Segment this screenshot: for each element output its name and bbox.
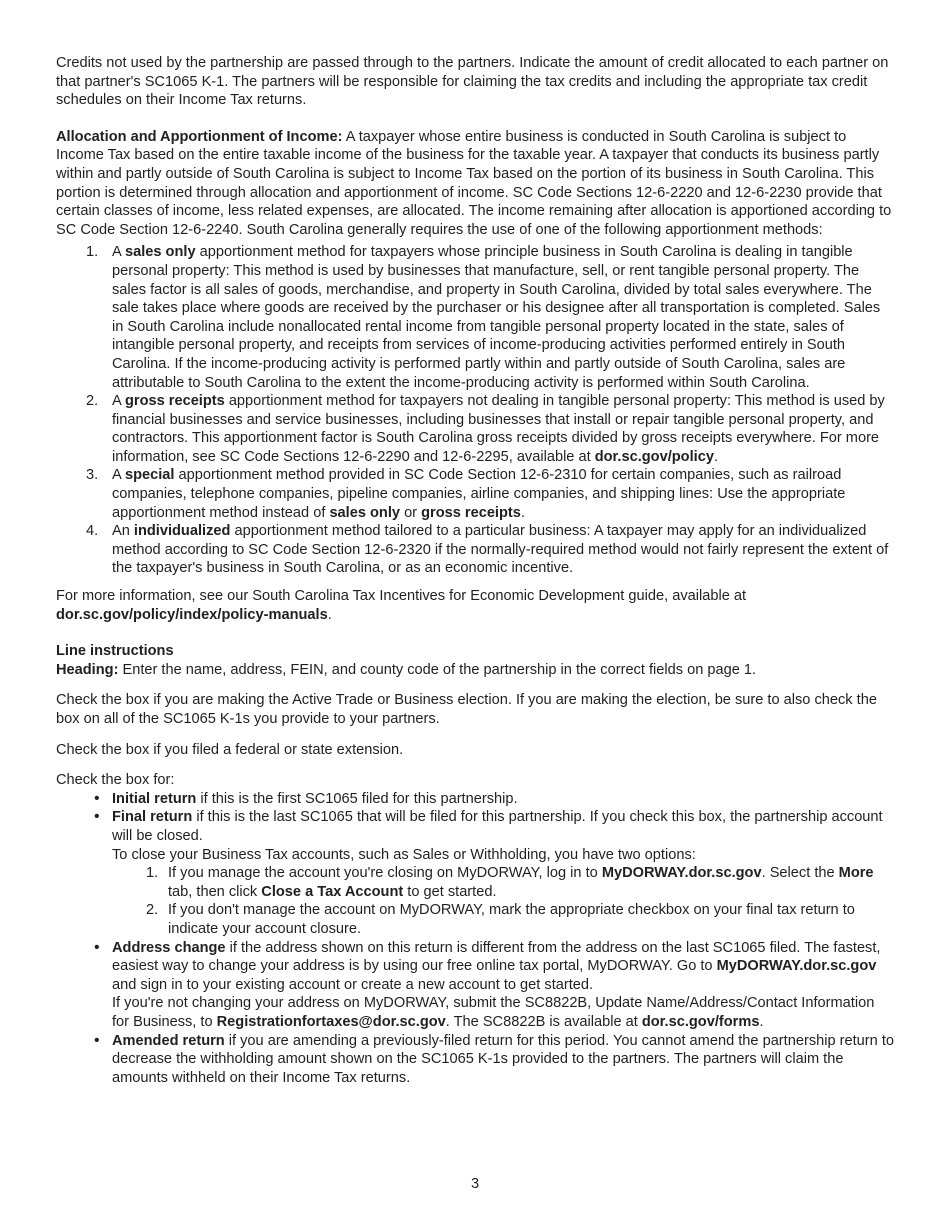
option-text: to get started. (403, 883, 497, 900)
method-sales-only (112, 243, 894, 392)
option-text: If you manage the account you're closing on MyDORWAY, log in to (168, 865, 602, 882)
method-prefix: A (112, 244, 125, 261)
close-option-return: If you don't manage the account on MyDORWAY, mark the appropriate checkbox on your final tax return to indicate your account closure. (168, 902, 855, 937)
more-tab-term: More (838, 865, 874, 882)
method-conjunction: or (400, 504, 422, 521)
option-text: . Select the (761, 865, 839, 882)
apportionment-methods-list (86, 243, 894, 578)
close-options-list (146, 864, 894, 938)
address-sub-text: . (759, 1013, 764, 1030)
allocation-text: A taxpayer whose entire business is conducted in South Carolina is subject to Income Tax based on the entire taxable income of the business for the taxable year. A taxpayer that conducts its business partly within and partly outside of South Carolina is subject to Income Tax based on the portion of its business in South Carolina. This portion is determined through allocation and apportionment of income. SC Code Sections 12-6-2220 and 12-6-2230 provide that certain classes of income, less related expenses, are allocated. The income remaining after allocation is apportioned according to SC Code Section 12-6-2240. South Carolina generally requires the use of one of the following apportionment methods: (56, 128, 892, 238)
method-gross-receipts (112, 392, 894, 466)
heading-text: Enter the name, address, FEIN, and county code of the partnership in the correct fields on page 1. (118, 661, 757, 678)
allocation-heading: Allocation and Apportionment of Income: (56, 128, 343, 145)
active-trade-paragraph: Check the box if you are making the Active Trade or Business election. If you are making the election, be sure to also check the box on all of the SC1065 K-1s you provide to your partners. (56, 692, 877, 727)
gross-receipts-term: gross receipts (421, 504, 521, 521)
sales-only-term: sales only (329, 504, 401, 521)
method-prefix: A (112, 467, 125, 484)
amended-return-item (112, 1032, 894, 1088)
method-suffix: . (713, 448, 718, 465)
forms-link[interactable]: dor.sc.gov/forms (641, 1013, 760, 1030)
method-special (112, 466, 894, 522)
method-prefix: An (112, 523, 134, 540)
policy-link[interactable]: dor.sc.gov/policy (594, 448, 714, 465)
allocation-paragraph (56, 128, 894, 240)
check-box-list (92, 790, 894, 1088)
policy-manuals-link[interactable]: dor.sc.gov/policy/index/policy-manuals (56, 606, 328, 623)
initial-return-item (112, 790, 894, 809)
line-instructions-title (56, 642, 894, 661)
method-prefix: A (112, 393, 125, 410)
address-change-item (112, 939, 894, 1032)
final-return-item (112, 808, 894, 938)
close-accounts-intro: To close your Business Tax accounts, such as Sales or Withholding, you have two options: (112, 846, 696, 863)
amended-return-text: if you are amending a previously-filed return for this period. You cannot amend the partnership return to decrease the withholding amount shown on the SC1065 K-1s provided to the partners. The partners will claim the amounts withheld on their Income Tax returns. (112, 1032, 894, 1086)
amended-return-label: Amended return (112, 1032, 225, 1049)
method-name: special (124, 467, 175, 484)
option-text: tab, then click (168, 883, 262, 900)
check-for-paragraph: Check the box for: (56, 772, 175, 789)
more-info-text: For more information, see our South Carolina Tax Incentives for Economic Development guide, available at (56, 588, 747, 605)
address-change-sub (112, 994, 894, 1031)
address-sub-text: . The SC8822B is available at (445, 1013, 642, 1030)
address-sub-text: If you're not changing your address on MyDORWAY, submit the SC8822B, Update Name/Address/Contact Information for Business, to (112, 995, 875, 1030)
extension-paragraph: Check the box if you filed a federal or state extension. (56, 741, 404, 758)
method-text: apportionment method provided in SC Code Section 12-6-2310 for certain companies, such as railroad companies, telephone companies, pipeline companies, airline companies, and shipping lines: Use the appropriate apportionment method instead of (112, 467, 846, 521)
method-text: apportionment method for taxpayers whose principle business in South Carolina is dealing in tangible personal property: This method is used by businesses that manufacture, sell, or rent tangible personal property. The sales factor is all sales of goods, merchandise, and property in South Carolina, divided by total sales everywhere. The sale takes place where goods are received by the purchaser or his designee after all transportation is completed. Sales in South Carolina include nonallocated rental income from tangible personal property located in the state, sales of intangible personal property, and receipts from services of income-producing activities performed entirely in South Carolina. If the income-producing activity is performed partly within and partly outside of South Carolina, sales are attributable to South Carolina to the extent the income-producing activity is performed within South Carolina. (112, 244, 881, 391)
method-name: gross receipts (124, 393, 225, 410)
page-number: 3 (470, 1176, 480, 1192)
document-page (56, 54, 894, 1087)
method-text: apportionment method tailored to a particular business: A taxpayer may apply for an individualized method according to SC Code Section 12-6-2320 if the normally-required method would not fairly represent the extent of the taxpayer's business in South Carolina, or as an economic incentive. (112, 523, 889, 577)
address-change-text: if the address shown on this return is different from the address on the last SC1065 filed. The fastest, easiest way to change your address is by using our free online tax portal, MyDORWAY. Go to (112, 939, 881, 975)
address-change-label: Address change (112, 939, 226, 956)
address-change-text: and sign in to your existing account or create a new account to get started. (112, 976, 594, 993)
method-individualized (112, 522, 894, 578)
final-return-label: Final return (112, 809, 193, 826)
initial-return-label: Initial return (112, 790, 197, 807)
registration-email-link[interactable]: Registrationfortaxes@dor.sc.gov (216, 1013, 446, 1030)
mydorway-link[interactable]: MyDORWAY.dor.sc.gov (601, 865, 762, 882)
more-info-paragraph (56, 587, 894, 624)
close-tax-account-term: Close a Tax Account (261, 883, 404, 900)
method-text: apportionment method for taxpayers not dealing in tangible personal property: This method is used by financial businesses and service businesses, including businesses that install or repair tangible personal property, and contractors. This apportionment factor is South Carolina gross receipts divided by gross receipts everywhere. For more information, see SC Code Sections 12-6-2290 and 12-6-2295, available at (112, 393, 885, 465)
heading-label: Heading: (56, 661, 119, 678)
initial-return-text: if this is the first SC1065 filed for this partnership. (196, 790, 518, 807)
heading-instruction (56, 661, 894, 680)
method-name: sales only (124, 244, 196, 261)
method-suffix: . (520, 504, 525, 521)
line-instructions-title-text: Line instructions (56, 643, 174, 660)
close-option-mydorway (168, 864, 894, 901)
intro-paragraph: Credits not used by the partnership are passed through to the partners. Indicate the amount of credit allocated to each partner on that partner's SC1065 K-1. The partners will be responsible for claiming the tax credits and including the appropriate tax credit schedules on their Income Tax returns. (56, 55, 889, 109)
final-return-text: if this is the last SC1065 that will be filed for this partnership. If you check this box, the partnership account will be closed. (112, 809, 883, 844)
method-name: individualized (133, 523, 231, 540)
more-info-suffix: . (327, 606, 332, 623)
mydorway-link[interactable]: MyDORWAY.dor.sc.gov (716, 958, 877, 975)
